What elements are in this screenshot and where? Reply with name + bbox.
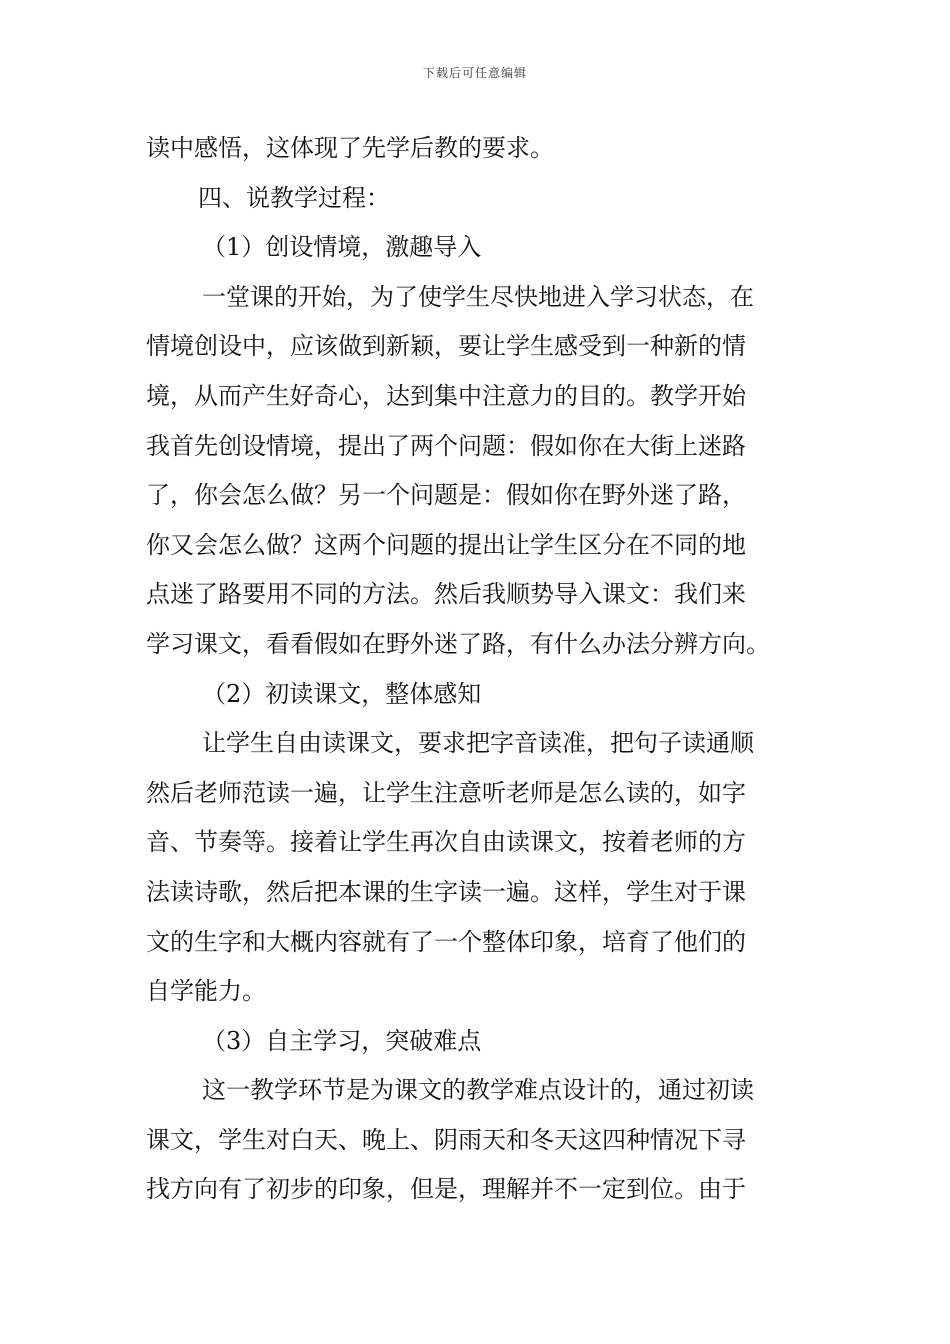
body-text	[146, 124, 810, 1215]
text-line: 法读诗歌，然后把本课的生字读一遍。这样，学生对于课	[146, 877, 746, 906]
text-line: 你又会怎么做？这两个问题的提出让学生区分在不同的地	[146, 530, 746, 559]
text-line: 我首先创设情境，提出了两个问题：假如你在大街上迷路	[146, 431, 746, 460]
text-line: 读中感悟，这体现了先学后教的要求。	[146, 134, 554, 162]
text-line: 课文，学生对白天、晚上、阴雨天和冬天这四种情况下寻	[146, 1125, 746, 1154]
text-line: 境，从而产生好奇心，达到集中注意力的目的。教学开始	[146, 381, 746, 410]
text-line: 自学能力。	[146, 977, 266, 1006]
text-line: 情境创设中，应该做到新颖，要让学生感受到一种新的情	[146, 332, 746, 361]
text-line: 音、节奏等。接着让学生再次自由读课文，按着老师的方	[146, 828, 746, 857]
text-line: 了，你会怎么做？另一个问题是：假如你在野外迷了路，	[146, 481, 746, 510]
subsection-heading: （3）自主学习，突破难点	[202, 1026, 482, 1055]
paragraph-start: 一堂课的开始，为了使学生尽快地进入学习状态，在	[202, 282, 754, 311]
text-line: 找方向有了初步的印象，但是，理解并不一定到位。由于	[146, 1175, 746, 1204]
text-line: 文的生字和大概内容就有了一个整体印象，培育了他们的	[146, 927, 746, 956]
text-line: 然后老师范读一遍，让学生注意听老师是怎么读的，如字	[146, 778, 746, 807]
text-line: 学习课文，看看假如在野外迷了路，有什么办法分辨方向。	[146, 629, 770, 658]
page-header: 下载后可任意编辑	[422, 66, 527, 80]
paragraph-start: 让学生自由读课文，要求把字音读准，把句子读通顺	[202, 729, 754, 758]
subsection-heading: （1）创设情境，激趣导入	[202, 233, 482, 262]
text-line: 点迷了路要用不同的方法。然后我顺势导入课文：我们来	[146, 580, 746, 609]
section-heading: 四、说教学过程：	[198, 183, 390, 212]
subsection-heading: （2）初读课文，整体感知	[202, 679, 482, 708]
paragraph-start: 这一教学环节是为课文的教学难点设计的，通过初读	[202, 1076, 754, 1105]
